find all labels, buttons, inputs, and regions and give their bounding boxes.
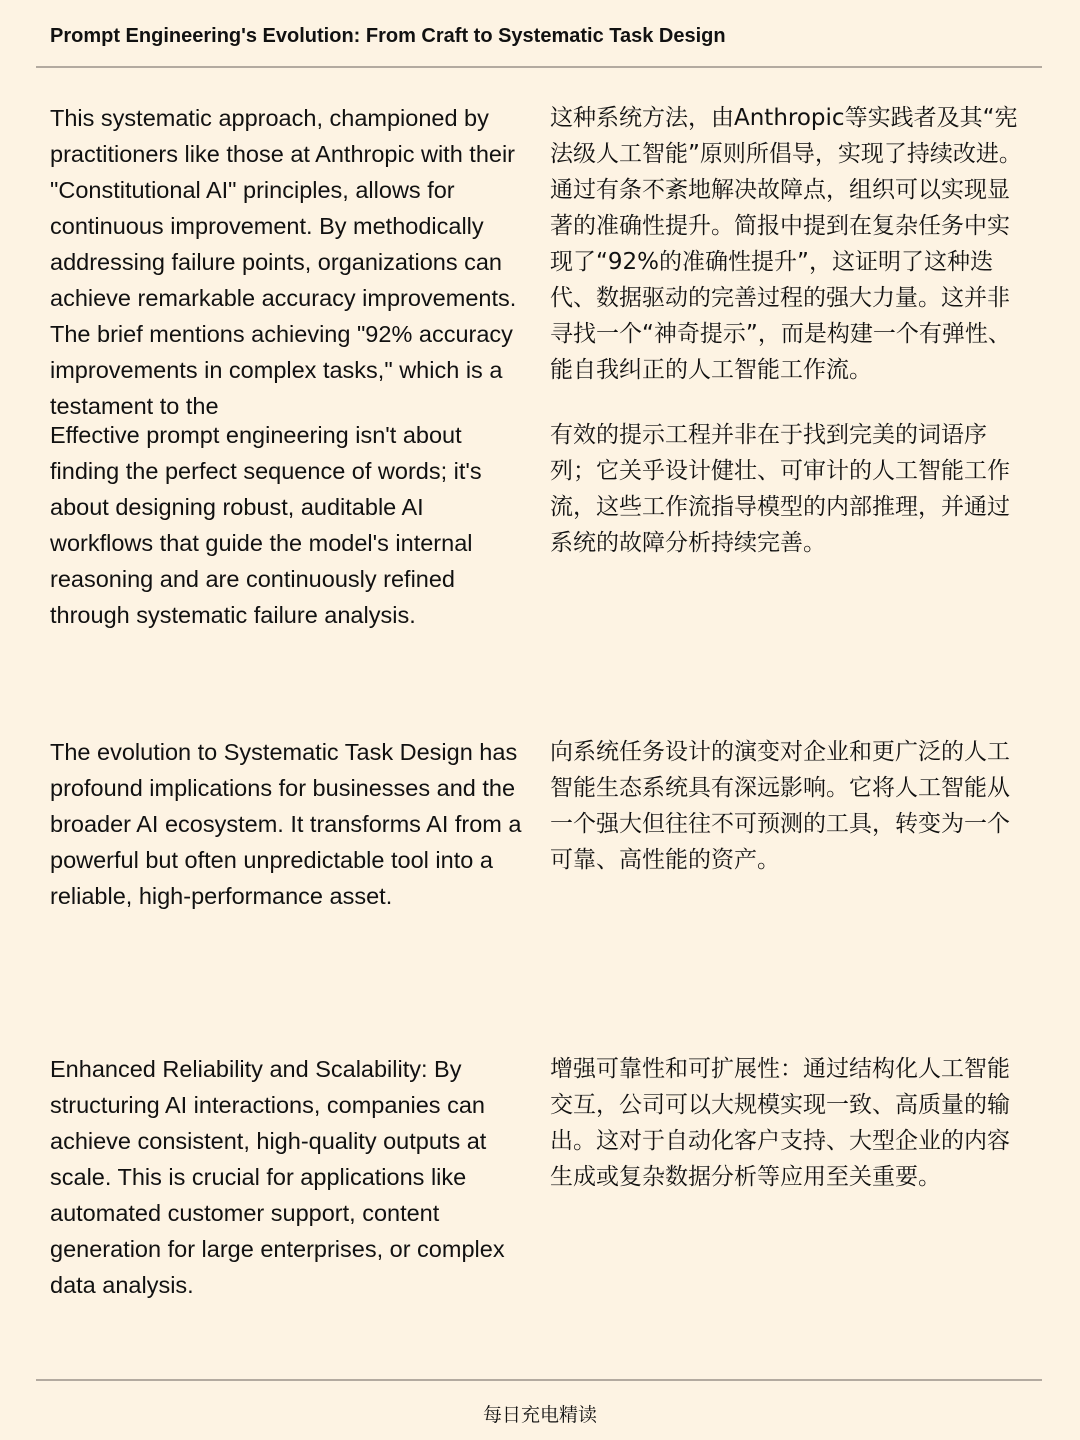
section-2-chinese-paragraph: 向系统任务设计的演变对企业和更广泛的人工智能生态系统具有深远影响。它将人工智能从一个强大但往往不可预测的工具，转变为一个可靠、高性能的资产。 [550,739,1010,873]
top-divider [36,66,1042,68]
section-1-chinese-paragraph-b: 有效的提示工程并非在于找到完美的词语序列；它关乎设计健壮、可审计的人工智能工作流，这些工作流指导模型的内部推理，并通过系统的故障分析持续完善。 [550,422,1010,556]
bottom-divider [36,1379,1042,1381]
footer-brand: 每日充电精读 [482,1404,597,1426]
section-2-english-paragraph: The evolution to Systematic Task Design has profound implications for businesses and the broader AI ecosystem. It transforms AI from a powerful but often unpredictable tool into a reliable, high-performance asset. [50,739,522,909]
section-1-english-paragraph-b: Effective prompt engineering isn't about finding the perfect sequence of words; it's about designing robust, auditable AI workflows that guide the model's internal reasoning and are continuously refined through systematic failure analysis. [50,422,482,628]
page-title: Prompt Engineering's Evolution: From Craft to Systematic Task Design [50,25,726,47]
section-3-english-paragraph: Enhanced Reliability and Scalability: By structuring AI interactions, companies can achieve consistent, high-quality outputs at scale. This is crucial for applications like automated customer support, content generation for large enterprises, or complex data analysis. [50,1056,505,1298]
section-1-chinese-paragraph-a: 这种系统方法，由Anthropic等实践者及其“宪法级人工智能”原则所倡导，实现了持续改进。通过有条不紊地解决故障点，组织可以实现显著的准确性提升。简报中提到在复杂任务中实现了“92%的准确性提升”，这证明了这种迭代、数据驱动的完善过程的强大力量。这并非寻找一个“神奇提示”，而是构建一个有弹性、能自我纠正的人工智能工作流。 [550,105,1022,383]
section-3-chinese-paragraph: 增强可靠性和可扩展性：通过结构化人工智能交互，公司可以大规模实现一致、高质量的输出。这对于自动化客户支持、大型企业的内容生成或复杂数据分析等应用至关重要。 [550,1056,1010,1190]
section-1-english-paragraph-a: This systematic approach, championed by practitioners like those at Anthropic with their "Constitutional AI" principles, allows for continuous improvement. By methodically addressing failure points, organizations can achieve remarkable accuracy improvements. The brief mentions achieving "92% accuracy improvements in complex tasks," which is a testament to the [50,105,517,419]
